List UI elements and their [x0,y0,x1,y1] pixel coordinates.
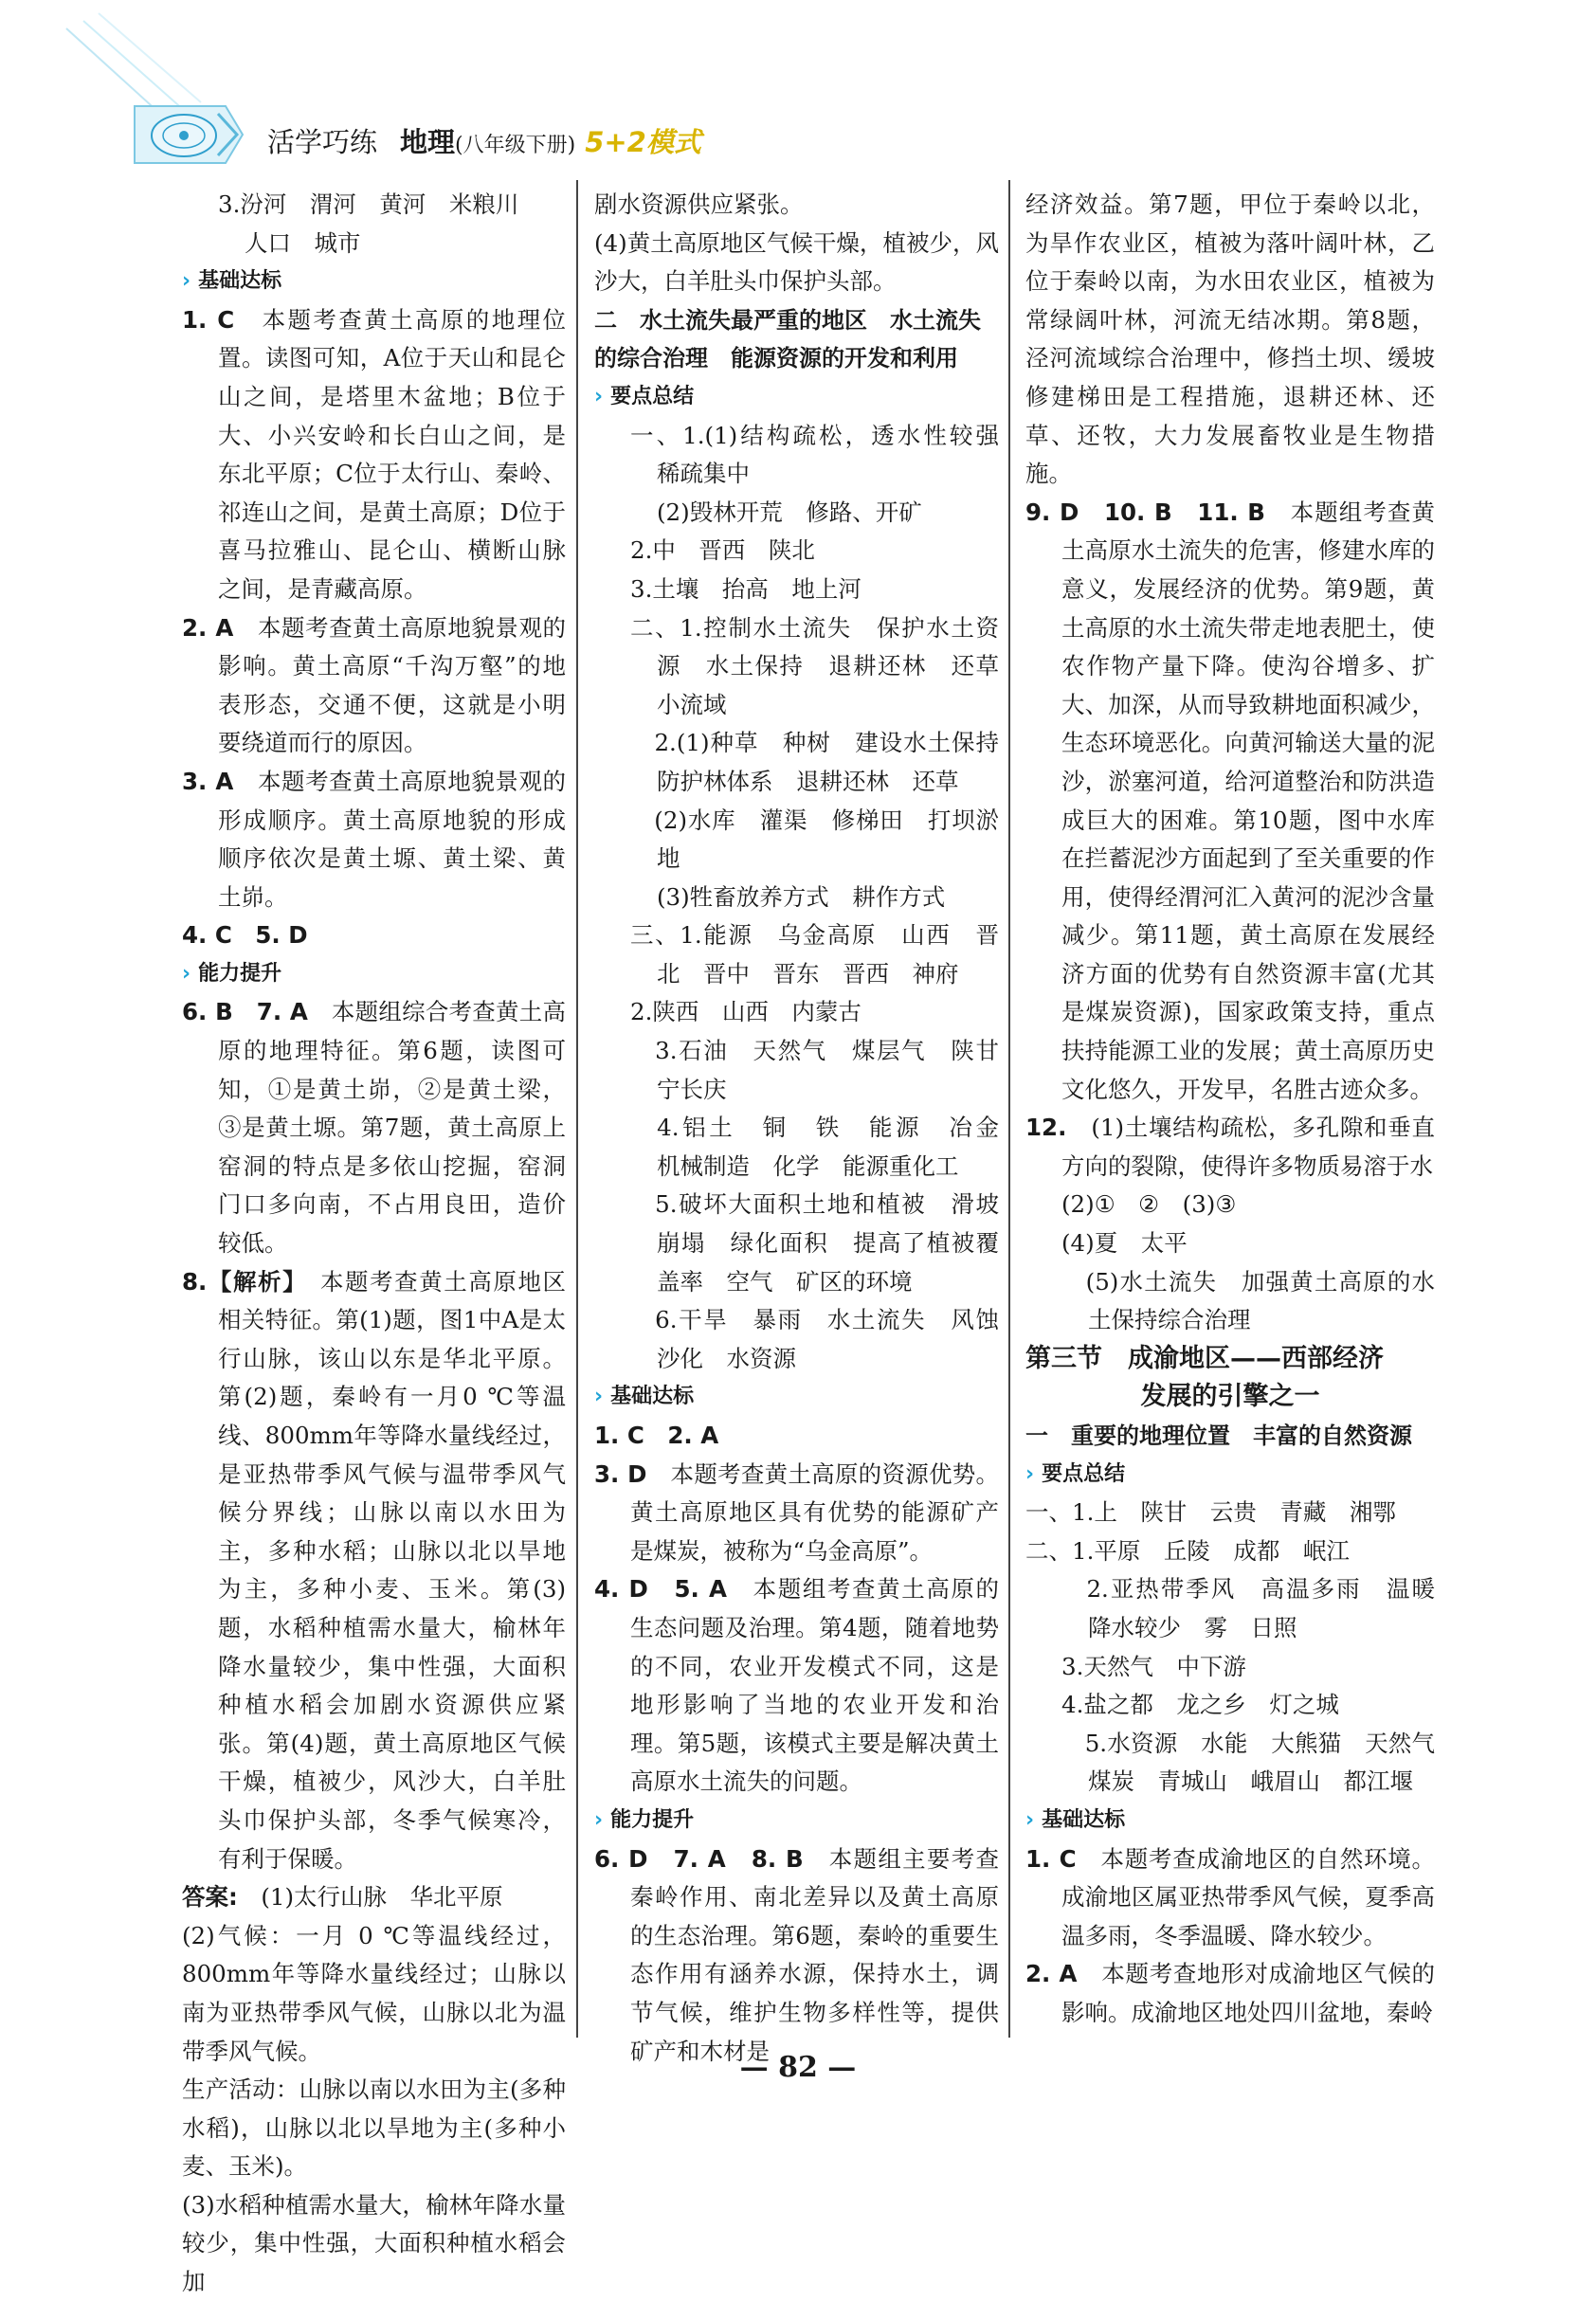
answer-text: (1)土壤结构疏松，多孔隙和垂直方向的裂隙，使得许多物质易溶于水 [1061,1114,1436,1180]
section-heading-label: 要点总结 [610,384,695,408]
answer-line: 2.(1)种草 种树 建设水土保持防护林体系 退耕还林 还草 [630,729,999,795]
question-number: 6. B 7. A [182,998,308,1026]
answer-item [1025,494,1435,1110]
logo-icon [135,106,237,165]
answer-line: 5.破坏大面积土地和植被 滑坡 崩塌 绿化面积 提高了植被覆盖率 空气 矿区的环境 [630,1190,1023,1296]
column-divider [1008,180,1010,2038]
chevron-right-icon: › [1025,1461,1035,1486]
answer-text: 本题考查黄土高原的地理位置。读图可知，A位于天山和昆仑山之间，是塔里木盆地；B位于大、小兴安岭和长白山之间，是东北平原；C位于太行山、秦岭、祁连山之间，是黄土高原；D位于喜马拉雅山、昆仑山、横断山脉之间，是青藏高原。 [218,305,567,603]
question-number: 6. D 7. A 8. B [594,1844,804,1873]
chevron-right-icon: › [594,1385,604,1409]
answer-line: 3.汾河 渭河 黄河 米粮川 [218,190,519,218]
answer-line: 6.干旱 暴雨 水土流失 风蚀沙化 水资源 [630,1306,999,1372]
subject: 地理 [400,126,456,158]
chevron-right-icon: › [594,1807,604,1832]
answer-item [182,916,566,955]
column-divider [576,180,578,2038]
answer-line: (5)水土流失 加强黄土高原的水土保持综合治理 [1061,1267,1435,1334]
answer-line: (3)牲畜放养方式 耕作方式 [657,882,946,911]
answer-line: 2.陕西 山西 内蒙古 [630,998,861,1026]
question-number: 1. C 2. A [594,1422,719,1449]
answer-line: (2)气候：一月 0 ℃等温线经过，800mm年等降水量线经过；山脉以南为亚热带季风气候，山脉以北为温带季风气候。 [182,1921,566,2065]
answer-text: 本题考查黄土高原地貌景观的影响。黄土高原“千沟万壑”的地表形态，交通不便，这就是小明要绕道而行的原因。 [218,613,566,757]
answer-line: 经济效益。第7题，甲位于秦岭以北，为旱作农业区，植被为落叶阔叶林，乙位于秦岭以南，为水田农业区，植被为常绿阔叶林，河流无结冰期。第8题，泾河流域综合治理中，修挡土坝、缓坡修建梯田是工程措施，退耕还林、还草、还牧，大力发展畜牧业是生物措施。 [1025,190,1435,488]
page-number: — 82 — [739,2051,857,2084]
answer-item [1025,1955,1435,2032]
section-heading-label: 能力提升 [610,1807,695,1832]
answer-line: 4.盐之都 龙之乡 灯之城 [1061,1691,1339,1719]
answer-line: (2)水库 灌渠 修梯田 打坝淤地 [630,806,999,873]
question-number: 4. C 5. D [182,921,308,950]
question-number: 2. A [182,613,234,642]
answer-item [182,609,566,763]
question-number: 3. D [594,1459,647,1488]
section-heading [182,263,566,301]
chevron-right-icon: › [594,384,604,408]
answer-item [182,1878,566,1917]
section-heading [182,955,566,994]
answer-line: 剧水资源供应紧张。 [594,190,804,218]
answer-text: (1)太行山脉 华北平原 [261,1883,503,1912]
answer-text: 本题考查地形对成渝地区气候的影响。成渝地区地处四川盆地，秦岭 [1061,1960,1436,2026]
answer-line: 3.土壤 抬高 地上河 [630,574,861,603]
answer-text: 本题考查黄土高原地区相关特征。第(1)题，图1中A是太行山脉，该山以东是华北平原。第(2)题，秦岭有一月0 ℃等温线、800mm年等降水量线经过，是亚热带季风气候与温带季风气候分界线；山脉以南以水田为主，多种水稻；山脉以北以旱地为主，多种小麦、玉米。第(3)题，水稻种植需水量大，榆林年降水量较少，集中性强，大面积种植水稻会加剧水资源供应紧张。第(4)题，黄土高原地区气候干燥，植被少，风沙大，白羊肚头巾保护头部，冬季气候寒冷，有利于保暖。 [218,1267,567,1873]
subsection-title: 一 重要的地理位置 丰富的自然资源 [1025,1423,1412,1449]
question-number: 8.【解析】 [182,1267,296,1296]
answer-item [594,1570,999,1802]
answer-text: 本题考查黄土高原地貌景观的形成顺序。黄土高原地貌的形成顺序依次是黄土塬、黄土梁、黄土峁。 [218,767,566,911]
section-heading [594,378,999,417]
answer-line: (3)水稻种植需水量大，榆林年降水量较少，集中性强，大面积种植水稻会加 [182,2190,566,2296]
question-number: 4. D 5. A [594,1575,727,1604]
chevron-right-icon: › [182,961,191,986]
answer-line: 4.铝土 铜 铁 能源 冶金 机械制造 化学 能源重化工 [630,1114,1023,1180]
answer-line: 一、1.上 陕甘 云贵 青藏 湘鄂 [1025,1498,1396,1527]
question-number: 2. A [1025,1960,1078,1988]
question-number: 1. C [1025,1844,1077,1873]
answer-line: 三、1.能源 乌金高原 山西 晋北 晋中 晋东 晋西 神府 [630,921,999,988]
answer-item [182,301,566,609]
answer-item [182,1263,566,1879]
section-heading [1025,1456,1435,1495]
section-heading-label: 能力提升 [198,961,282,986]
answer-line: 一、1.(1)结构疏松，透水性较强 稀疏集中 [630,421,1023,488]
section-heading [1025,1802,1435,1840]
series-name: 活学巧练 [267,126,378,158]
question-number: 答案: [182,1883,238,1912]
section-heading-label: 要点总结 [1042,1461,1126,1486]
page-header [0,0,1596,190]
answer-line: 5.水资源 水能 大熊猫 天然气 煤炭 青城山 峨眉山 都江堰 [1061,1729,1459,1796]
answer-column-1 [182,186,566,2302]
answer-line: (2)① ② (3)③ [1061,1190,1237,1219]
section-heading-label: 基础达标 [610,1385,695,1409]
chapter-title: 第三节 成渝地区——西部经济 [1025,1343,1384,1373]
chapter-title: 发展的引擎之一 [1140,1382,1320,1412]
answer-text: 本题考查成渝地区的自然环境。成渝地区属亚热带季风气候，夏季高温多雨，冬季温暖、降水较少。 [1061,1844,1435,1949]
question-number: 9. D 10. B 11. B [1025,498,1265,526]
header-title [267,121,701,160]
answer-item [182,763,566,916]
answer-item [1025,1840,1435,1956]
answer-line: 二、1.控制水土流失 保护水土资源 水土保持 退耕还林 还草 小流域 [630,613,1023,718]
answer-line: 二、1.平原 丘陵 成都 岷江 [1025,1536,1350,1565]
section-heading [594,1802,999,1840]
mode-badge: 5+2模式 [585,126,701,158]
answer-line: 2.亚热带季风 高温多雨 温暖 降水较少 雾 日照 [1061,1575,1459,1641]
question-number: 3. A [182,767,234,795]
chevron-right-icon: › [182,269,191,294]
section-heading-label: 基础达标 [198,269,282,294]
grade: (八年级下册) [455,134,576,157]
answer-item [182,993,566,1262]
question-number: 12. [1025,1114,1067,1142]
question-number: 1. C [182,305,235,334]
answer-line: 3.石油 天然气 煤层气 陕甘宁长庆 [630,1037,999,1103]
answer-text: 本题组考查黄土高原的生态问题及治理。第4题，随着地势的不同，农业开发模式不同，这是地形影响了当地的农业开发和治理。第5题，该模式主要是解决黄土高原水土流失的问题。 [630,1575,1000,1796]
answer-line: (4)夏 太平 [1061,1229,1188,1258]
section-heading-label: 基础达标 [1042,1807,1126,1832]
answer-line: 生产活动：山脉以南以水田为主(多种水稻)，山脉以北以旱地为主(多种小麦、玉米)。 [182,2075,566,2181]
answer-item [594,1417,999,1456]
answer-line: (2)毁林开荒 修路、开矿 [657,498,922,526]
answer-text: 本题组考查黄土高原水土流失的危害，修建水库的意义，发展经济的优势。第9题，黄土高原的水土流失带走地表肥土，使农作物产量下降。使沟谷增多、扩大、加深，从而导致耕地面积减少，生态环境恶化。向黄河输送大量的泥沙，淤塞河道，给河道整治和防洪造成巨大的困难。第10题，图中水库在拦蓄泥沙方面起到了至关重要的作用，使得经渭河汇入黄河的泥沙含量减少。第11题，黄土高原在发展经济方面的优势有自然资源丰富(尤其是煤炭资源)，国家政策支持，重点扶持能源工业的发展；黄土高原历史文化悠久，开发早，名胜古迹众多。 [1061,498,1436,1103]
answer-column-2 [594,186,1023,2071]
answer-item [594,1840,999,2072]
chevron-right-icon: › [1025,1807,1035,1832]
answer-item [1025,1109,1435,1186]
answer-text: 本题组主要考查秦岭作用、南北差异以及黄土高原的生态治理。第6题，秦岭的重要生态作用有涵养水源，保持水土，调节气候，维护生物多样性等，提供矿产和木材是 [630,1844,1000,2065]
section-heading [594,1378,999,1417]
answer-column-3 [1025,186,1459,2033]
answer-line: 2.中 晋西 陕北 [630,536,815,565]
answer-line: (4)黄土高原地区气候干燥，植被少，风沙大，白羊肚头巾保护头部。 [594,228,999,296]
answer-item [594,1456,999,1571]
answer-text: 本题组综合考查黄土高原的地理特征。第6题，读图可知，①是黄土峁，②是黄土梁，③是黄土塬。第7题，黄土高原上窑洞的特点是多依山挖掘，窑洞门口多向南，不占用良田，造价较低。 [218,998,567,1258]
subsection-title: 二 水土流失最严重的地区 水土流失的综合治理 能源资源的开发和利用 [594,306,981,372]
answer-text: 本题考查黄土高原的资源优势。黄土高原地区具有优势的能源矿产是煤炭，被称为“乌金高原”。 [630,1459,1000,1565]
answer-line: 人口 城市 [245,228,361,257]
answer-line: 3.天然气 中下游 [1061,1652,1246,1680]
